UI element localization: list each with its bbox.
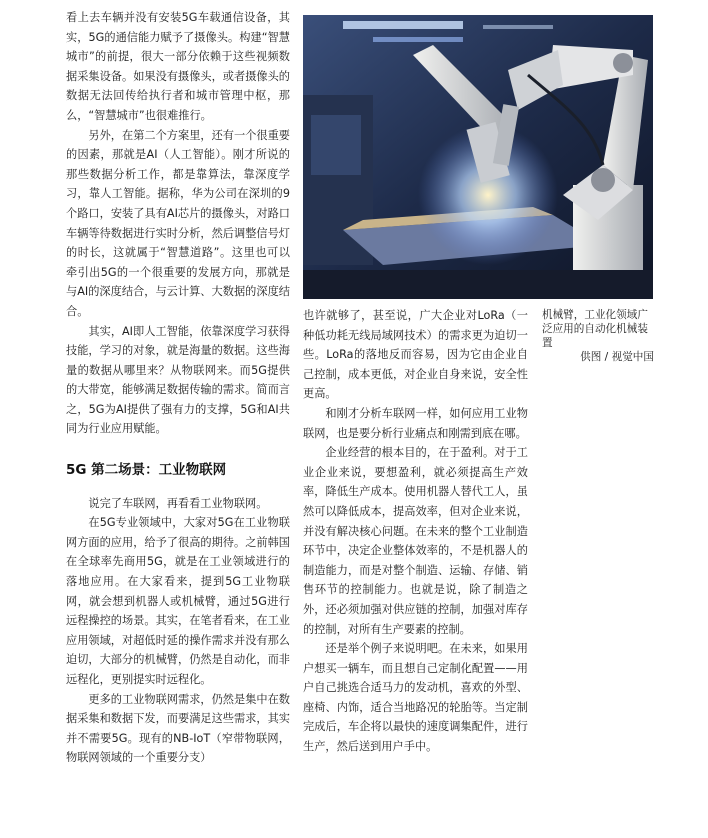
caption-text: 机械臂，工业化领域广泛应用的自动化机械装置 bbox=[542, 309, 648, 349]
paragraph: 企业经营的根本目的，在于盈利。对于工业企业来说，要想盈利，就必须提高生产效率，降低生产成本。使用机器人替代工人，虽然可以降低成本，提高效率，但对企业来说，并没有解决核心问题。在未来的整个工业制造环节中，决定企业整体效率的，不是机器人的制造能力，而是对整个制造、运输、存储、销售环节的控制能力。也就是说，除了制造之外，还必须加强对供应链的控制，加强对库存的控制，对所有生产要素的控制。 bbox=[303, 446, 528, 636]
photo-credit: 供图 / 视觉中国 bbox=[580, 351, 654, 363]
section-heading: 5G 第二场景：工业物联网 bbox=[66, 462, 227, 479]
paragraph: 其实，AI即人工智能，依靠深度学习获得技能，学习的对象，就是海量的数据。这些海量的数据从哪里来？从物联网来。而5G提供的大带宽，能够满足数据传输的需求。简而言之，5G为AI提供了强有力的支撑，5G和AI共同为行业应用赋能。 bbox=[66, 324, 290, 436]
paragraph: 和刚才分析车联网一样，如何应用工业物联网，也是要分析行业痛点和刚需到底在哪。 bbox=[303, 406, 528, 440]
robot-arm-illustration bbox=[303, 15, 653, 299]
photo-caption bbox=[542, 308, 654, 364]
middle-text-column bbox=[303, 306, 528, 757]
paragraph: 在5G专业领域中，大家对5G在工业物联网方面的应用，给予了很高的期待。之前韩国在全球率先商用5G，就是在工业领域进行的落地应用。在大家看来，提到5G工业物联网，就会想到机器人或机械臂，通过5G进行远程操控的场景。其实，在笔者看来，在工业应用领域，对超低时延的操作需求并没有那么迫切，大部分的机械臂，仍然是自动化，而非远程化，更别提实时远程化。 bbox=[66, 516, 290, 686]
paragraph: 还是举个例子来说明吧。在未来，如果用户想买一辆车，而且想自己定制化配置——用户自己挑选合适马力的发动机，喜欢的外型、座椅、内饰，适合当地路况的轮胎等。当定制完成后，车企将以最快的速度调集配件，进行生产，然后送到用户手中。 bbox=[303, 642, 528, 754]
left-text-column bbox=[66, 8, 290, 768]
paragraph: 更多的工业物联网需求，仍然是集中在数据采集和数据下发，而要满足这些需求，其实并不需要5G。现有的NB-IoT（窄带物联网，物联网领域的一个重要分支） bbox=[66, 692, 290, 765]
paragraph: 说完了车联网，再看看工业物联网。 bbox=[88, 496, 268, 510]
robot-arm-photo bbox=[303, 15, 653, 299]
paragraph: 看上去车辆并没有安装5G车载通信设备，其实，5G的通信能力赋予了摄像头。构建“智慧城市”的前提，很大一部分依赖于这些视频数据采集设备。如果没有摄像头，或者摄像头的数据无法回传给执行者和城市管理中枢，那么，“智慧城市”也很难推行。 bbox=[66, 11, 290, 122]
paragraph: 另外，在第二个方案里，还有一个很重要的因素，那就是AI（人工智能）。刚才所说的那些数据分析工作，都是靠算法，靠深度学习，靠人工智能。据称，华为公司在深圳的9个路口，安装了具有AI芯片的摄像头，对路口车辆等待数据进行实时分析，然后调整信号灯的时长，这就属于“智慧道路”。这里也可以牵引出5G的一个很重要的发展方向，那就是与AI的深度结合，与云计算、大数据的深度结合。 bbox=[66, 128, 290, 318]
paragraph: 也许就够了，甚至说，广大企业对LoRa（一种低功耗无线局域网技术）的需求更为迫切一些。LoRa的落地反而容易，因为它由企业自己控制，成本更低，对企业自身来说，安全性更高。 bbox=[303, 309, 528, 401]
